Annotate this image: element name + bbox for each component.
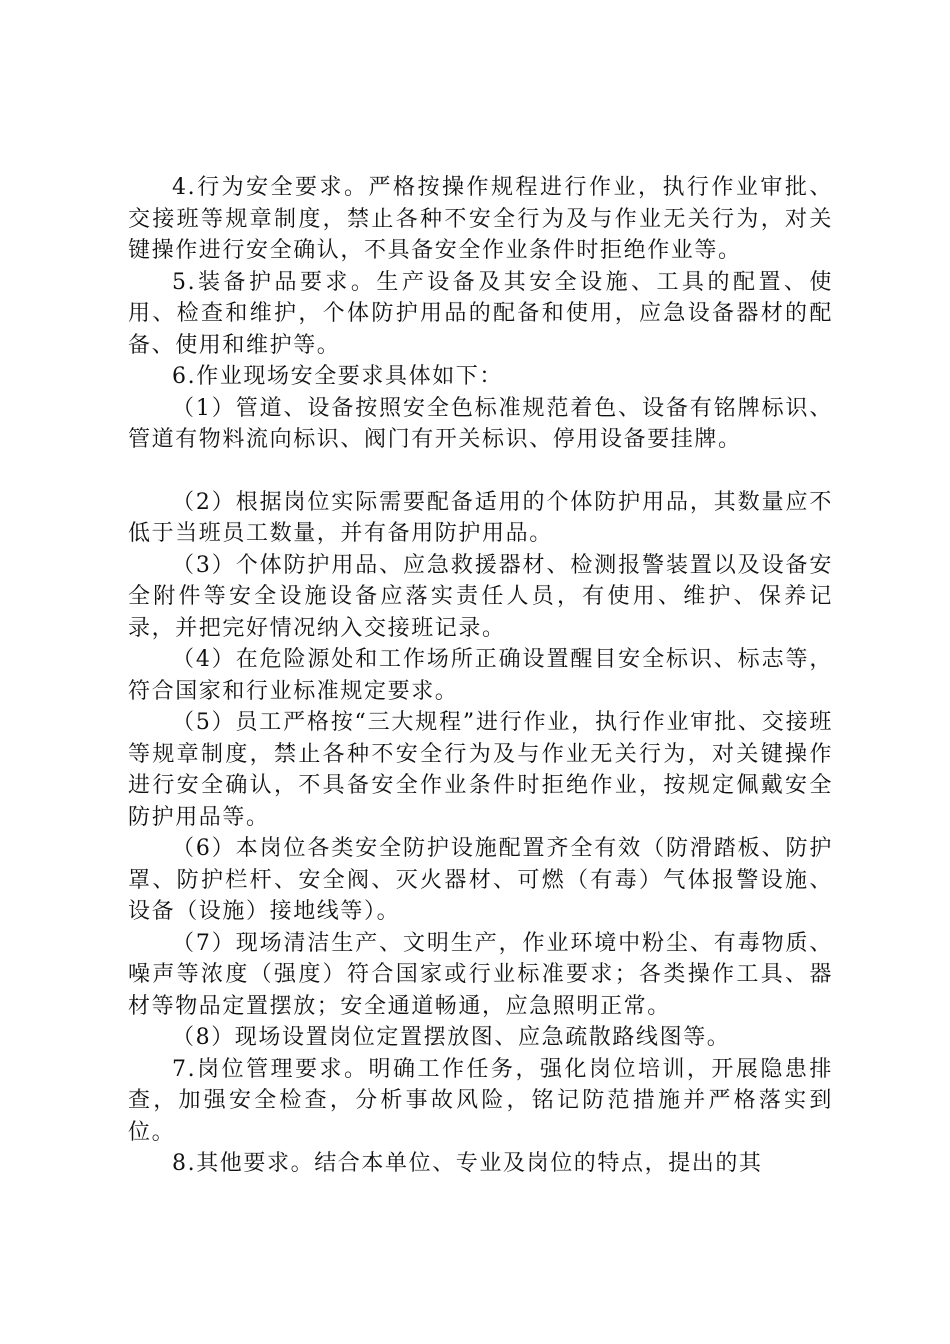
- paragraph-item-1: （1）管道、设备按照安全色标准规范着色、设备有铭牌标识、管道有物料流向标识、阀门有开关标识、停用设备要挂牌。: [128, 395, 833, 452]
- paragraph-item-3: （3）个体防护用品、应急救援器材、检测报警装置以及设备安全附件等安全设施设备应落实责任人员，有使用、维护、保养记录，并把完好情况纳入交接班记录。: [128, 552, 833, 641]
- paragraph-item-4: （4）在危险源处和工作场所正确设置醒目安全标识、标志等，符合国家和行业标准规定要求。: [128, 647, 833, 704]
- paragraph-equipment-protection: 5.装备护品要求。生产设备及其安全设施、工具的配置、使用、检查和维护，个体防护用品的配备和使用，应急设备器材的配备、使用和维护等。: [128, 269, 833, 358]
- paragraph-item-7: （7）现场清洁生产、文明生产，作业环境中粉尘、有毒物质、噪声等浓度（强度）符合国家或行业标准要求；各类操作工具、器材等物品定置摆放；安全通道畅通，应急照明正常。: [128, 930, 833, 1019]
- paragraph-site-safety-heading: 6.作业现场安全要求具体如下：: [172, 364, 503, 389]
- paragraph-item-8: （8）现场设置岗位定置摆放图、应急疏散路线图等。: [172, 1025, 731, 1050]
- paragraph-behavior-safety: 4.行为安全要求。严格按操作规程进行作业，执行作业审批、交接班等规章制度，禁止各种不安全行为及与作业无关行为，对关键操作进行安全确认，不具备安全作业条件时拒绝作业等。: [128, 175, 833, 263]
- paragraph-item-5: （5）员工严格按“三大规程”进行作业，执行作业审批、交接班等规章制度，禁止各种不安全行为及与作业无关行为，对关键操作进行安全确认，不具备安全作业条件时拒绝作业，按规定佩戴安全防护用品等。: [128, 710, 833, 830]
- paragraph-other-requirements: 8.其他要求。结合本单位、专业及岗位的特点，提出的其: [172, 1151, 763, 1176]
- paragraph-item-2: （2）根据岗位实际需要配备适用的个体防护用品，其数量应不低于当班员工数量，并有备用防护用品。: [128, 489, 833, 546]
- paragraph-item-6: （6）本岗位各类安全防护设施配置齐全有效（防滑踏板、防护罩、防护栏杆、安全阀、灭火器材、可燃（有毒）气体报警设施、设备（设施）接地线等）。: [128, 836, 833, 924]
- paragraph-post-management: 7.岗位管理要求。明确工作任务，强化岗位培训，开展隐患排查，加强安全检查，分析事故风险，铭记防范措施并严格落实到位。: [128, 1056, 833, 1145]
- document-body: [128, 172, 833, 1180]
